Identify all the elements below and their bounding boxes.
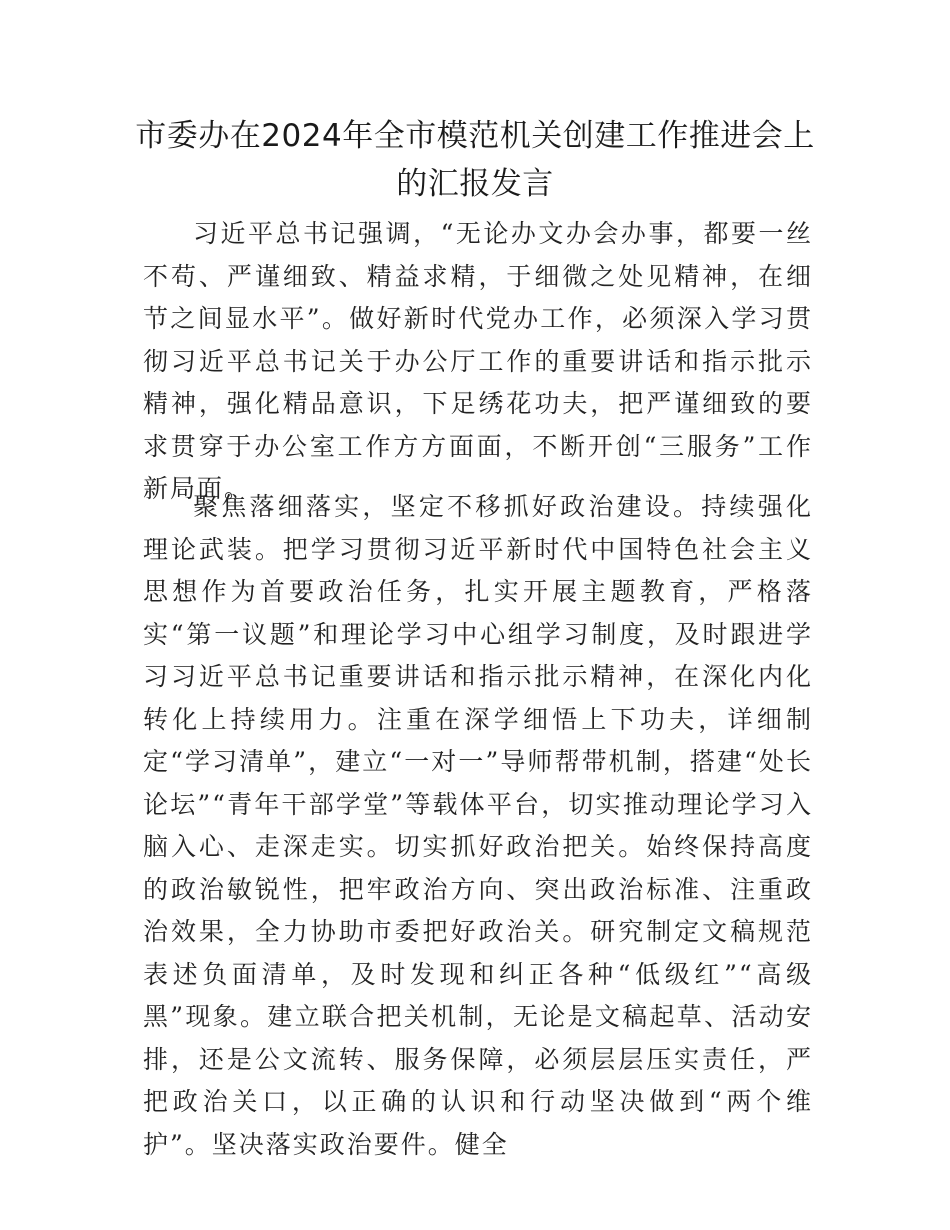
paragraph-political-building: 聚焦落细落实，坚定不移抓好政治建设。持续强化理论武装。把学习贯彻习近平新时代中国特色社会主义思想作为首要政治任务，扎实开展主题教育，严格落实“第一议题”和理论学习中心组学习制度，及时跟进学习习近平总书记重要讲话和指示批示精神，在深化内化转化上持续用力。注重在深学细悟上下功夫，详细制定“学习清单”，建立“一对一”导师帮带机制，搭建“处长论坛”“青年干部学堂”等载体平台，切实推动理论学习入脑入心、走深走实。切实抓好政治把关。始终保持高度的政治敏锐性，把牢政治方向、突出政治标准、注重政治效果，全力协助市委把好政治关。研究制定文稿规范表述负面清单，及时发现和纠正各种“低级红”“高级黑”现象。建立联合把关机制，无论是文稿起草、活动安排，还是公文流转、服务保障，必须层层压实责任，严把政治关口，以正确的认识和行动坚决做到“两个维护”。坚决落实政治要件。健全 <box>143 492 813 1159</box>
paragraph-intro: 习近平总书记强调，“无论办文办会办事，都要一丝不苟、严谨细致、精益求精，于细微之处见精神，在细节之间显水平”。做好新时代党办工作，必须深入学习贯彻习近平总书记关于办公厅工作的重要讲话和指示批示精神，强化精品意识，下足绣花功夫，把严谨细致的要求贯穿于办公室工作方方面面，不断开创“三服务”工作新局面。 <box>143 219 813 503</box>
document-title: 市委办在2024年全市模范机关创建工作推进会上的汇报发言 <box>135 118 815 202</box>
